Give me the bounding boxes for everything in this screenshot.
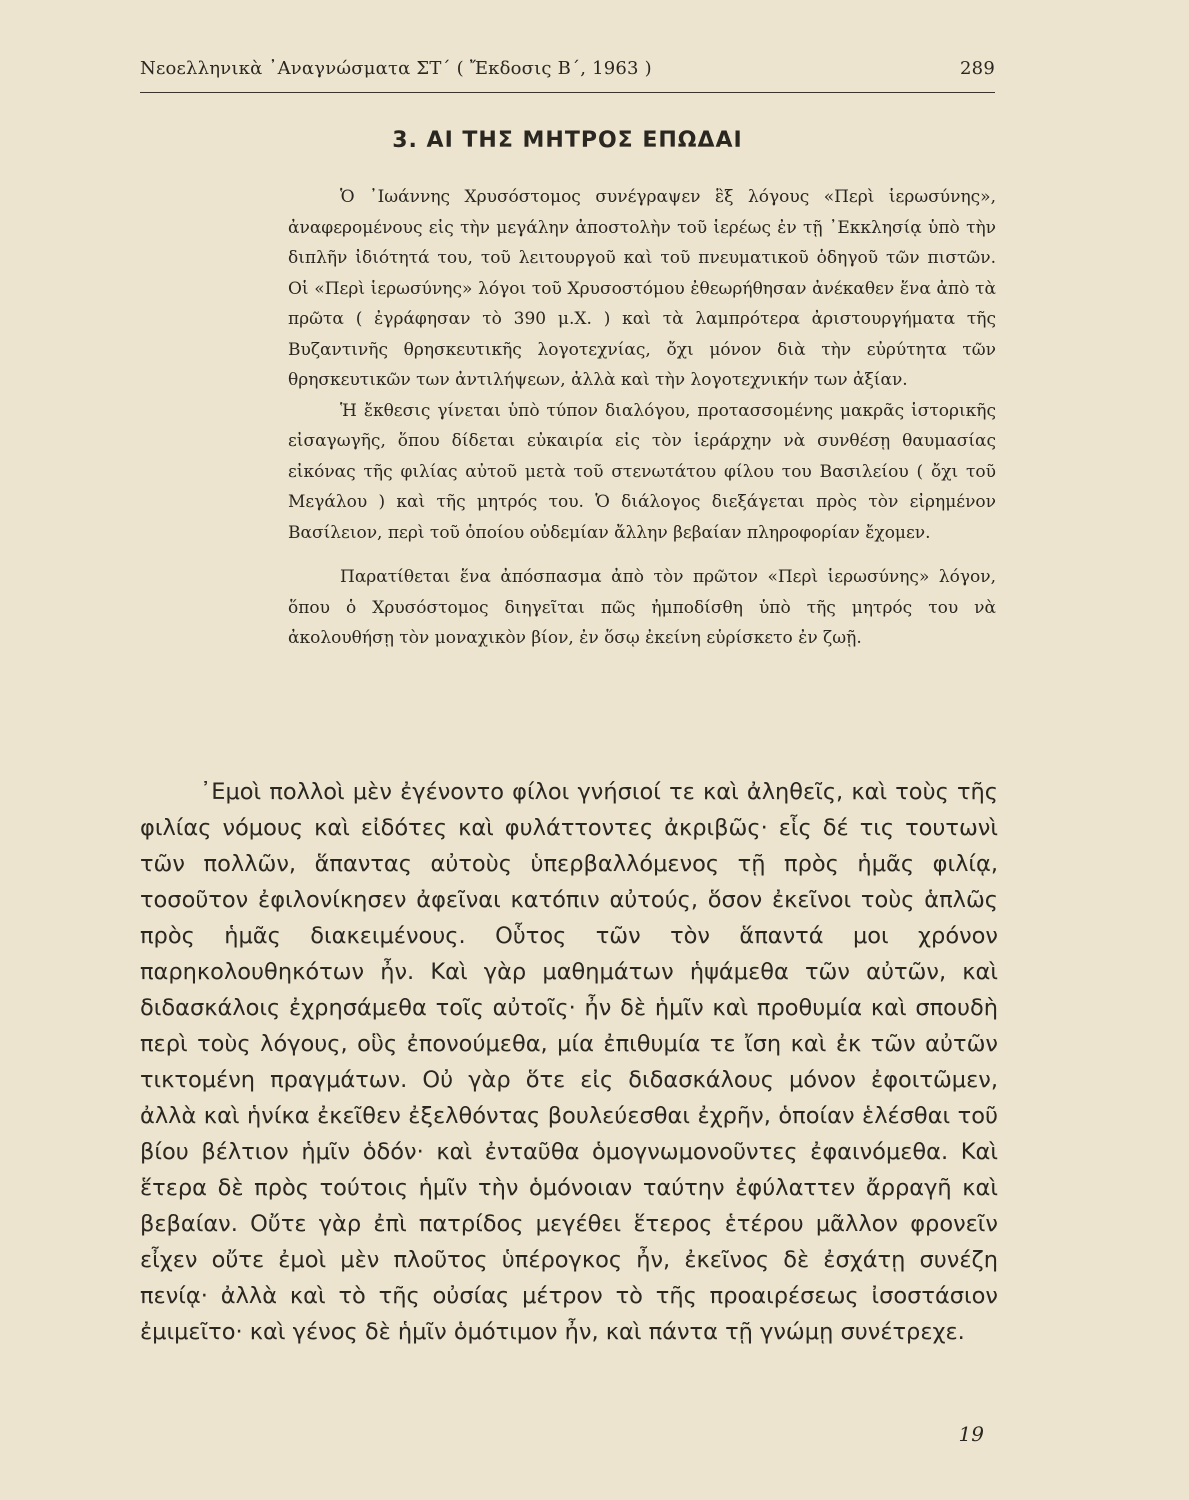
excerpt-text: ᾿Εμοὶ πολλοὶ μὲν ἐγένοντο φίλοι γνήσιοί τε καὶ ἀληθεῖς, καὶ τοὺς τῆς φιλίας νόμους καὶ εἰδότες καὶ φυλάττοντες ἀκριβῶς· εἷς δέ τις τουτωνὶ τῶν πολλῶν, ἅπαντας αὐτοὺς ὑπερβαλλόμενος τῇ πρὸς ἡμᾶς φιλίᾳ, τοσοῦτον ἐφιλονίκησεν ἀφεῖναι κατόπιν αὐτούς, ὅσον ἐκεῖνοι τοὺς ἁπλῶς πρὸς ἡμᾶς διακειμένους. Οὗτος τῶν τὸν ἅπαντά μοι χρόνον παρηκολουθηκότων ἦν. Καὶ γὰρ μαθημάτων ἡψάμεθα τῶν αὐτῶν, καὶ διδασκάλοις ἐχρησάμεθα τοῖς αὐτοῖς· ἦν δὲ ἡμῖν καὶ προθυμία καὶ σπουδὴ περὶ τοὺς λόγους, οὓς ἐπονούμεθα, μία ἐπιθυμία τε ἴση καὶ ἐκ τῶν αὐτῶν τικτομένη πραγμάτων. Οὐ γὰρ ὅτε εἰς διδασκάλους μόνον ἐφοιτῶμεν, ἀλλὰ καὶ ἡνίκα ἐκεῖθεν ἐξελθόντας βουλεύεσθαι ἐχρῆν, ὁποίαν ἑλέσθαι τοῦ βίου βέλτιον ἡμῖν ὁδόν· καὶ ἐνταῦθα ὁμογνωμονοῦντες ἐφαινόμεθα. Καὶ ἕτερα δὲ πρὸς τούτοις ἡμῖν τὴν ὁμόνοιαν ταύτην ἐφύλαττεν ἄρραγῆ καὶ βεβαίαν. Οὔτε γὰρ ἐπὶ πατρίδος μεγέθει ἕτερος ἑτέρου μᾶλλον φρονεῖν εἶχεν οὔτε ἐμοὶ μὲν πλοῦτος ὑπέρογκος ἦν, ἐκεῖνος δὲ ἐσχάτῃ συνέζη πενίᾳ· ἀλλὰ καὶ τὸ τῆς οὐσίας μέτρον τὸ τῆς προαιρέσεως ἰσοστάσιον ἐμιμεῖτο· καὶ γένος δὲ ἡμῖν ὁμότιμον ἦν, καὶ πάντα τῇ γνώμῃ συνέτρεχε. xyxy=(140,779,998,1345)
intro-paragraph: Ὁ ᾿Ιωάννης Χρυσόστομος συνέγραψεν ἓξ λόγους «Περὶ ἱερωσύνης», ἀναφερομένους εἰς τὴν μεγάλην ἀποστολὴν τοῦ ἱερέως ἐν τῇ ᾿Εκκλησίᾳ ὑπὸ τὴν διπλῆν ἰδιότητά του, τοῦ λειτουργοῦ καὶ τοῦ πνευματικοῦ ὁδηγοῦ τῶν πιστῶν. Οἱ «Περὶ ἱερωσύνης» λόγοι τοῦ Χρυσοστόμου ἐθεωρήθησαν ἀνέκαθεν ἕνα ἀπὸ τὰ πρῶτα ( ἐγράφησαν τὸ 390 μ.Χ. ) καὶ τὰ λαμπρότερα ἀριστουργήματα τῆς Βυζαντινῆς θρησκευτικῆς λογοτεχνίας, ὄχι μόνον διὰ τὴν εὐρύτητα τῶν θρησκευτικῶν των ἀντιλήψεων, ἀλλὰ καὶ τὴν λογοτεχνικήν των ἀξίαν. xyxy=(288,187,996,390)
section-title: 3. ΑΙ ΤΗΣ ΜΗΤΡΟΣ ΕΠΩΔΑΙ xyxy=(392,128,743,153)
excerpt xyxy=(140,774,998,1350)
page-number: 289 xyxy=(960,58,995,79)
introduction xyxy=(288,182,996,654)
intro-note: Παρατίθεται ἕνα ἀπόσπασμα ἀπὸ τὸν πρῶτον «Περὶ ἱερωσύνης» λόγον, ὅπου ὁ Χρυσόστομος διηγεῖται πῶς ἠμποδίσθη ὑπὸ τῆς μητρός του νὰ ἀκολουθήσῃ τὸν μοναχικὸν βίον, ἐν ὅσῳ ἐκείνη εὑρίσκετο ἐν ζωῇ. xyxy=(288,567,996,648)
header-rule xyxy=(140,92,995,93)
intro-paragraph: Ἡ ἔκθεσις γίνεται ὑπὸ τύπον διαλόγου, προτασσομένης μακρᾶς ἱστορικῆς εἰσαγωγῆς, ὅπου δίδεται εὐκαιρία εἰς τὸν ἱεράρχην νὰ συνθέσῃ θαυμασίας εἰκόνας τῆς φιλίας αὐτοῦ μετὰ τοῦ στενωτάτου φίλου του Βασιλείου ( ὄχι τοῦ Μεγάλου ) καὶ τῆς μητρός του. Ὁ διάλογος διεξάγεται πρὸς τὸν εἰρημένον Βασίλειον, περὶ τοῦ ὁποίου οὐδεμίαν ἄλλην βεβαίαν πληροφορίαν ἔχομεν. xyxy=(288,400,996,543)
running-header xyxy=(140,58,995,79)
signature-mark: 19 xyxy=(958,1422,984,1446)
running-title: Νεοελληνικὰ ᾿Αναγνώσματα ΣΤ΄ ( Ἔκδοσις Β΄, 1963 ) xyxy=(140,58,652,79)
